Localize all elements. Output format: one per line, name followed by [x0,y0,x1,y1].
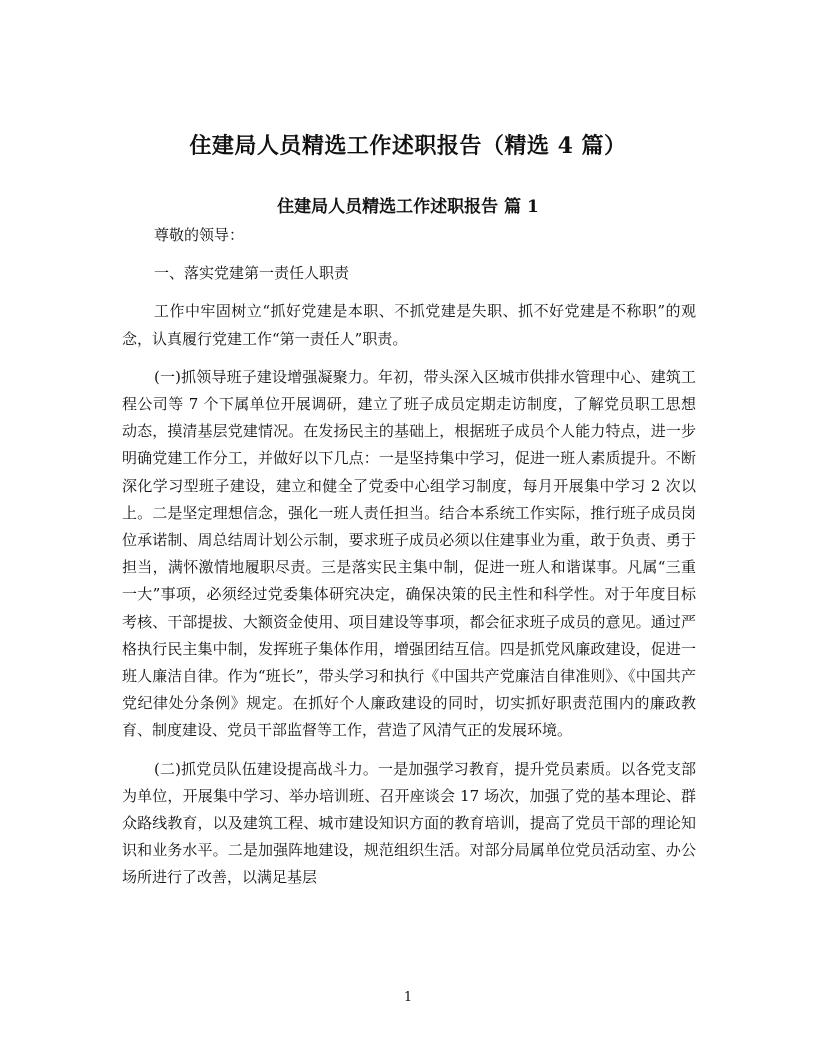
salutation-paragraph: 尊敬的领导： [154,226,245,244]
body-paragraph: (一)抓领导班子建设增强凝聚力。年初，带头深入区城市供排水管理中心、建筑工程公司等 7 个下属单位开展调研，建立了班子成员定期走访制度，了解党员职工思想动态，摸清基层党建情况。在发扬民主的基础上，根据班子成员个人能力特点，进一步明确党建工作分工，并做好以下几点：一是坚持集中学习，促进一班人素质提升。不断深化学习型班子建设，建立和健全了党委中心组学习制度，每月开展集中学习 2 次以上。二是坚定理想信念，强化一班人责任担当。结合本系统工作实际，推行班子成员岗位承诺制、周总结周计划公示制，要求班子成员必须以住建事业为重，敢于负责、勇于担当，满怀激情地履职尽责。三是落实民主集中制，促进一班人和谐谋事。凡属“三重一大”事项，必须经过党委集体研究决定，确保决策的民主性和科学性。对于年度目标考核、干部提拔、大额资金使用、项目建设等事项，都会征求班子成员的意见。通过严格执行民主集中制，发挥班子集体作用，增强团结互信。四是抓党风廉政建设，促进一班人廉洁自律。作为“班长”，带头学习和执行《中国共产党廉洁自律准则》、《中国共产党纪律处分条例》规定。在抓好个人廉政建设的同时，切实抓好职责范围内的廉政教育、制度建设、党员干部监督等工作，营造了风清气正的发展环境。 [122,367,696,740]
page-number: 1 [403,990,413,1005]
document-body [122,222,696,892]
section-title: 住建局人员精选工作述职报告 篇 1 [277,197,539,218]
body-paragraph: (二)抓党员队伍建设提高战斗力。一是加强学习教育，提升党员素质。以各党支部为单位，开展集中学习、举办培训班、召开座谈会 17 场次，加强了党的基本理论、群众路线教育，以及建筑工程、城市建设知识方面的教育培训，提高了党员干部的理论知识和业务水平。二是加强阵地建设，规范组织生活。对部分局属单位党员活动室、办公场所进行了改善，以满足基层 [122,759,696,887]
heading-paragraph: 一、落实党建第一责任人职责 [154,264,350,283]
document-title: 住建局人员精选工作述职报告（精选 4 篇） [189,132,627,159]
body-paragraph: 工作中牢固树立“抓好党建是本职、不抓党建是失职、抓不好党建是不称职”的观念，认真履行党建工作“第一责任人”职责。 [122,302,696,348]
